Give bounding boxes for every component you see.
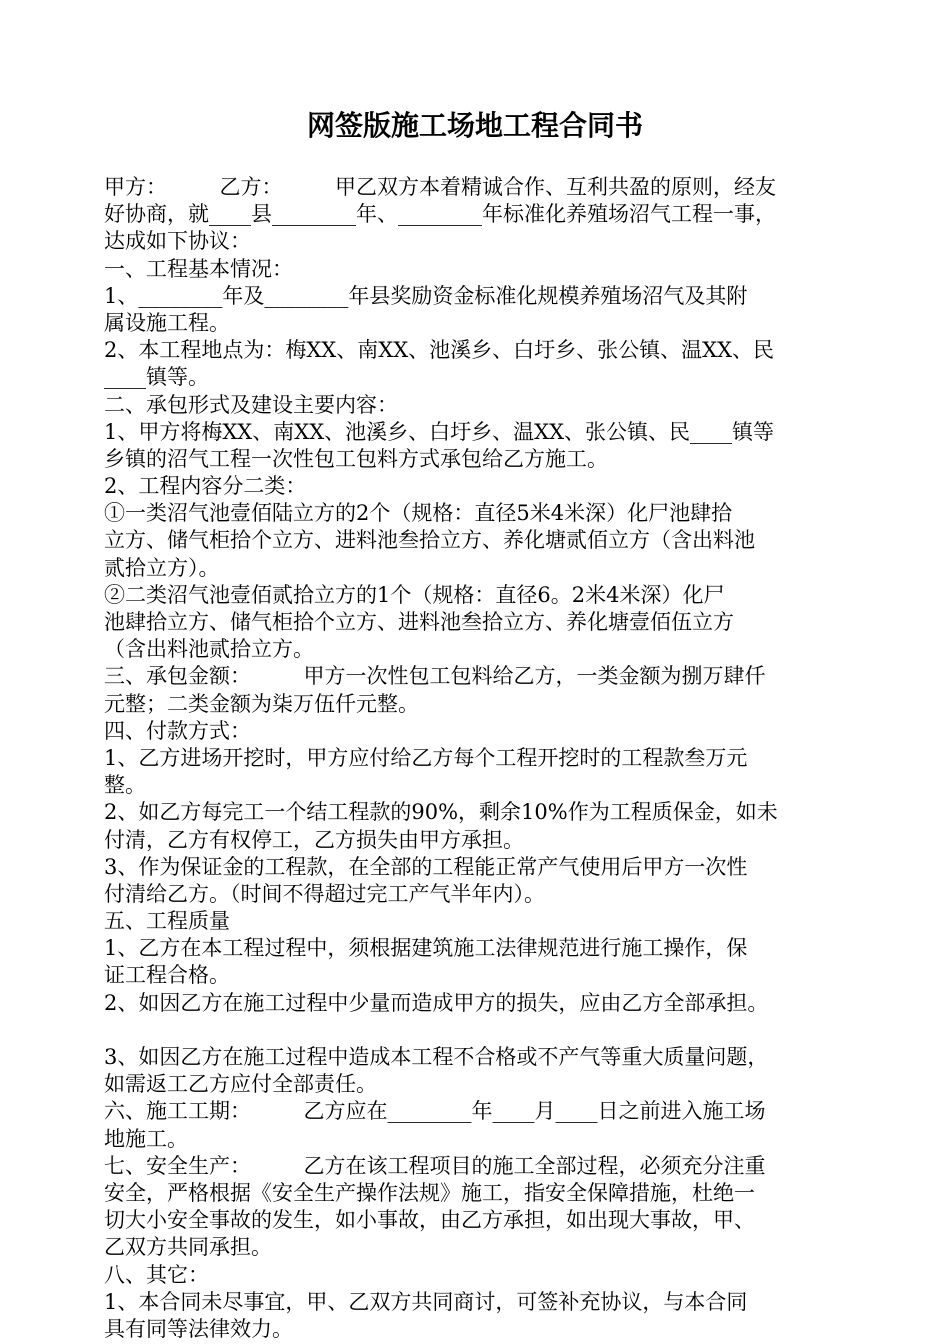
text-line: （含出料池贰拾立方。: [104, 637, 314, 662]
text-line: 七、安全生产： 乙方在该工程项目的施工全部过程，必须充分注重: [104, 1153, 766, 1178]
text-line: 五、工程质量: [104, 909, 230, 934]
text-line: 地施工。: [104, 1126, 188, 1151]
text-line: 3、如因乙方在施工过程中造成本工程不合格或不产气等重大质量问题，: [104, 1045, 769, 1069]
text-line: 池肆拾立方、储气柜拾个立方、进料池叁拾立方、养化塘壹佰伍立方: [104, 610, 734, 634]
text-line: 切大小安全事故的发生，如小事故，由乙方承担，如出现大事故，甲、: [104, 1208, 755, 1233]
text-line: 2、工程内容分二类：: [104, 474, 307, 499]
text-line: 3、作为保证金的工程款，在全部的工程能正常产气使用后甲方一次性: [104, 854, 748, 879]
document-body: [104, 174, 864, 1343]
text-line: 贰拾立方）。: [104, 555, 220, 580]
text-line: 具有同等法律效力。: [104, 1316, 293, 1341]
text-line: 四、付款方式：: [104, 718, 251, 743]
text-line: 1、乙方进场开挖时，甲方应付给乙方每个工程开挖时的工程款叁万元: [104, 745, 748, 770]
text-line: 安全，严格根据《安全生产操作法规》施工，指安全保障措施，杜绝一: [104, 1180, 755, 1205]
text-line: 立方、储气柜拾个立方、进料池叁拾立方、养化塘贰佰立方（含出料池: [104, 528, 755, 553]
text-line: ②二类沼气池壹佰贰拾立方的1个（规格：直径6。2米4米深）化尸: [104, 582, 725, 607]
text-line: 好协商，就____县________年、________年标准化养殖场沼气工程一事，: [104, 202, 776, 227]
document-title: 网签版施工场地工程合同书: [306, 109, 643, 142]
text-line: 1、甲方将梅XX、南XX、池溪乡、白圩乡、温XX、张公镇、民____镇等: [104, 419, 775, 444]
text-line: 证工程合格。: [104, 963, 230, 988]
text-line: 元整；二类金额为柒万伍仟元整。: [104, 691, 419, 716]
text-line: 甲方： 乙方： 甲乙双方本着精诚合作、互利共盈的原则，经友: [104, 175, 776, 199]
text-line: 乙双方共同承担。: [104, 1235, 272, 1260]
text-line: 付清给乙方。（时间不得超过完工产气半年内）。: [104, 881, 545, 906]
text-line: 1、本合同未尽事宜，甲、乙双方共同商讨，可签补充协议，与本合同: [104, 1289, 748, 1314]
text-line: 1、乙方在本工程过程中，须根据建筑施工法律规范进行施工操作，保: [104, 936, 748, 961]
text-line: 六、施工工期： 乙方应在________年____月____日之前进入施工场: [104, 1099, 766, 1124]
text-line: 八、其它：: [104, 1262, 209, 1287]
text-line: ____镇等。: [104, 365, 209, 390]
text-line: 付清，乙方有权停工，乙方损失由甲方承担。: [104, 827, 524, 852]
text-line: 2、如乙方每完工一个结工程款的90%，剩余10%作为工程质保金，如未: [104, 800, 778, 825]
text-line: 2、本工程地点为：梅XX、南XX、池溪乡、白圩乡、张公镇、温XX、民: [104, 338, 775, 363]
text-line: 三、承包金额： 甲方一次性包工包料给乙方，一类金额为捌万肆仟: [104, 664, 766, 689]
text-line: 2、如因乙方在施工过程中少量而造成甲方的损失，应由乙方全部承担。: [104, 990, 769, 1015]
blank-line: [104, 1017, 864, 1044]
text-line: 乡镇的沼气工程一次性包工包料方式承包给乙方施工。: [104, 446, 608, 471]
text-line: 达成如下协议：: [104, 229, 251, 254]
text-line: 一、工程基本情况：: [104, 256, 293, 281]
text-line: 属设施工程。: [104, 310, 230, 335]
text-line: 二、承包形式及建设主要内容：: [104, 392, 398, 417]
text-line: 如需返工乙方应付全部责任。: [104, 1072, 377, 1097]
text-line: 1、________年及________年县奖励资金标准化规模养殖场沼气及其附: [104, 283, 748, 308]
text-line: ①一类沼气池壹佰陆立方的2个（规格：直径5米4米深）化尸池肆拾: [104, 501, 733, 526]
text-line: 整。: [104, 773, 146, 798]
